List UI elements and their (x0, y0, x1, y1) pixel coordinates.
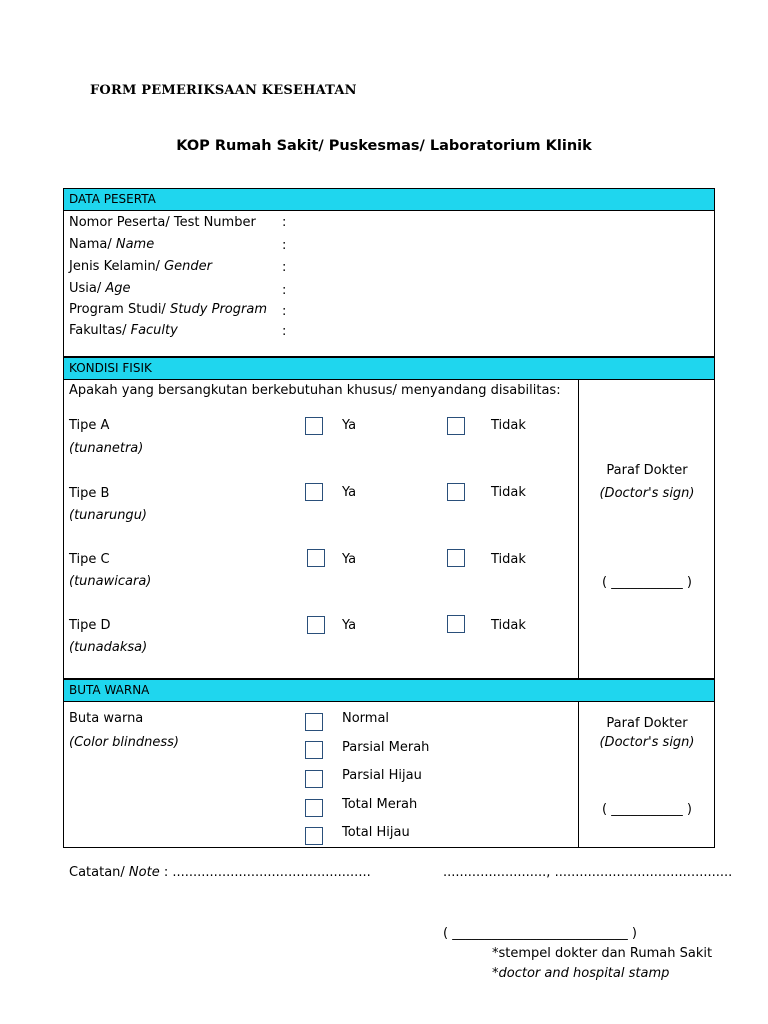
color-blindness-label: Buta warna (69, 711, 144, 726)
field-label-test-number: Nomor Peserta/ Test Number (69, 215, 256, 230)
option-partial-green: Parsial Hijau (342, 768, 422, 783)
field-separator: : (282, 238, 287, 253)
yes-label: Ya (342, 485, 357, 500)
type-c-yes-checkbox[interactable] (307, 549, 325, 567)
yes-label: Ya (342, 618, 357, 633)
type-c-sublabel: (tunawicara) (69, 574, 152, 589)
type-a-yes-checkbox[interactable] (305, 417, 323, 435)
total-red-checkbox[interactable] (305, 799, 323, 817)
type-b-yes-checkbox[interactable] (305, 483, 323, 501)
doctor-sign-blank: ( ___________ ) (602, 802, 692, 817)
doctor-sign-label-en: (Doctor's sign) (599, 735, 695, 750)
type-b-no-checkbox[interactable] (447, 483, 465, 501)
buta-warna-section (63, 679, 715, 848)
stamp-signature-line: ( ___________________________ ) (443, 926, 637, 941)
form-title: FORM PEMERIKSAAN KESEHATAN (90, 83, 357, 98)
buta-warna-heading: BUTA WARNA (63, 679, 715, 702)
type-c-label: Tipe C (69, 552, 110, 567)
field-label-name: Nama/ Name (69, 237, 155, 252)
type-b-label: Tipe B (69, 486, 110, 501)
option-total-red: Total Merah (342, 797, 418, 812)
no-label: Tidak (491, 485, 526, 500)
field-label-study-program: Program Studi/ Study Program (69, 302, 267, 317)
place-date-field: ........................., ........................................... (443, 865, 733, 880)
option-partial-red: Parsial Merah (342, 740, 430, 755)
no-label: Tidak (491, 618, 526, 633)
type-d-label: Tipe D (69, 618, 111, 633)
type-d-no-checkbox[interactable] (447, 615, 465, 633)
type-d-sublabel: (tunadaksa) (69, 640, 148, 655)
color-blindness-label-en: (Color blindness) (69, 735, 179, 750)
disability-question: Apakah yang bersangkutan berkebutuhan khusus/ menyandang disabilitas: (69, 383, 561, 398)
option-normal: Normal (342, 711, 390, 726)
data-peserta-heading: DATA PESERTA (63, 188, 715, 211)
partial-red-checkbox[interactable] (305, 741, 323, 759)
doctor-sign-label: Paraf Dokter (606, 463, 688, 478)
stamp-note: *stempel dokter dan Rumah Sakit (492, 946, 713, 961)
type-a-label: Tipe A (69, 418, 110, 433)
field-separator: : (282, 283, 287, 298)
option-total-green: Total Hijau (342, 825, 410, 840)
type-b-sublabel: (tunarungu) (69, 508, 147, 523)
field-label-age: Usia/ Age (69, 281, 131, 296)
doctor-sign-label-en: (Doctor's sign) (599, 486, 695, 501)
column-divider (578, 379, 579, 679)
kondisi-fisik-heading: KONDISI FISIK (63, 357, 715, 380)
doctor-sign-blank: ( ___________ ) (602, 575, 692, 590)
partial-green-checkbox[interactable] (305, 770, 323, 788)
yes-label: Ya (342, 552, 357, 567)
field-separator: : (282, 215, 287, 230)
note-field: Catatan/ Note : ................................................ (69, 865, 371, 880)
page-subtitle: KOP Rumah Sakit/ Puskesmas/ Laboratorium Klinik (176, 138, 592, 154)
type-c-no-checkbox[interactable] (447, 549, 465, 567)
type-a-no-checkbox[interactable] (447, 417, 465, 435)
kondisi-fisik-section (63, 357, 715, 679)
field-separator: : (282, 260, 287, 275)
total-green-checkbox[interactable] (305, 827, 323, 845)
type-d-yes-checkbox[interactable] (307, 616, 325, 634)
normal-checkbox[interactable] (305, 713, 323, 731)
field-label-faculty: Fakultas/ Faculty (69, 323, 178, 338)
no-label: Tidak (491, 552, 526, 567)
doctor-sign-label: Paraf Dokter (606, 716, 688, 731)
type-a-sublabel: (tunanetra) (69, 441, 144, 456)
field-separator: : (282, 304, 287, 319)
stamp-note-en: *doctor and hospital stamp (492, 966, 670, 981)
field-label-gender: Jenis Kelamin/ Gender (69, 259, 212, 274)
field-separator: : (282, 324, 287, 339)
yes-label: Ya (342, 418, 357, 433)
no-label: Tidak (491, 418, 526, 433)
